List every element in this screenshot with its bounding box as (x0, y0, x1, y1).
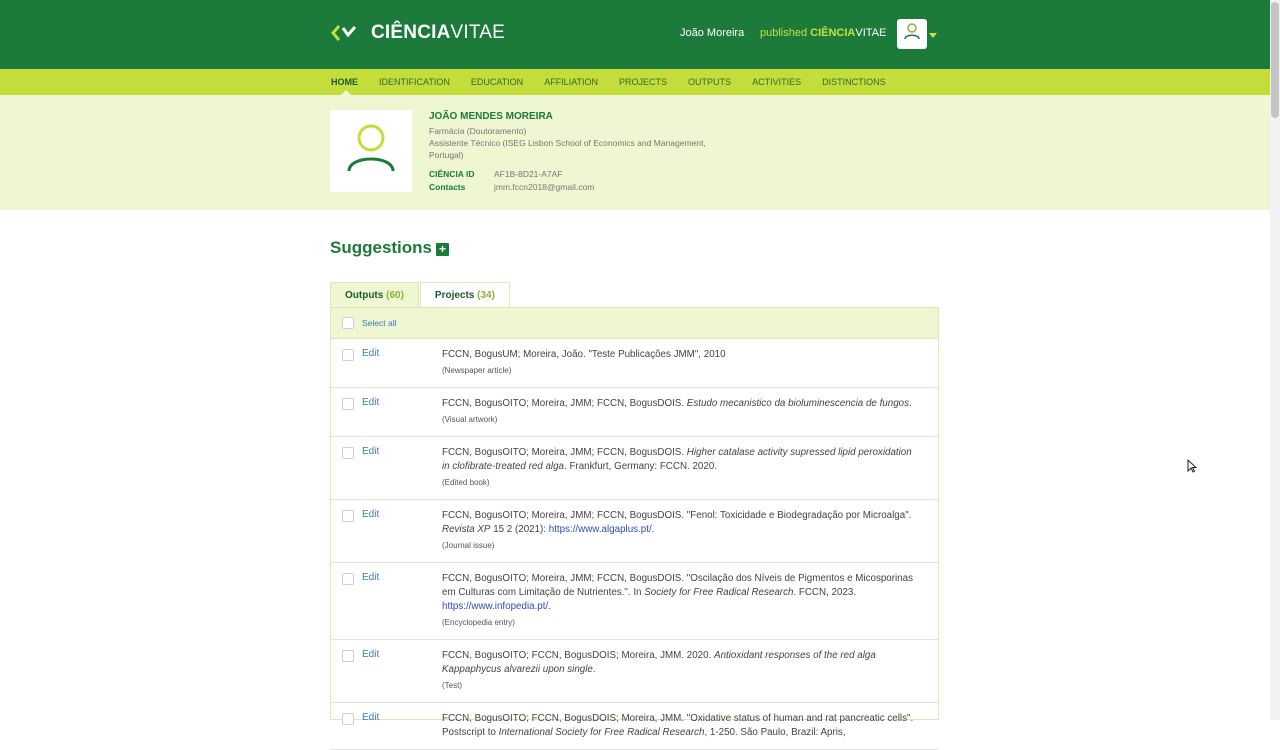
citation-text: FCCN, BogusUM; Moreira, João. "Teste Publicações JMM", 2010 (442, 349, 726, 360)
list-item (331, 339, 938, 388)
edit-link[interactable]: Edit (362, 446, 380, 457)
citation-text: FCCN, BogusOITO; Moreira, JMM; FCCN, BogusDOIS. "Oscilação dos Níveis de Pigmentos e Micosporinas em Culturas com Limitação de Nutrientes.". In Society for Free Radical Research. FCCN, 2023. https://www.infopedia.pt/. (442, 573, 913, 612)
profile-name: JOÃO MENDES MOREIRA (429, 111, 553, 122)
nav-projects[interactable]: PROJECTS (619, 77, 668, 87)
suggestions-list (330, 307, 939, 738)
account-menu-button[interactable] (897, 19, 927, 49)
ciencia-id-label: CIÊNCIA ID (429, 169, 475, 179)
chevron-down-icon[interactable] (929, 33, 937, 38)
user-icon (902, 22, 922, 47)
tab-projects[interactable]: Projects (34) (420, 282, 510, 308)
select-all-checkbox[interactable] (342, 317, 354, 329)
nav-identification[interactable]: IDENTIFICATION (379, 77, 450, 87)
select-all-link[interactable]: Select all (362, 318, 397, 328)
list-item (331, 640, 938, 703)
output-type: (Newspaper article) (442, 366, 512, 375)
list-item (331, 437, 938, 500)
citation-text: FCCN, BogusOITO; Moreira, JMM; FCCN, BogusDOIS. Estudo mecanistico da bioluminescencia de fungos. (442, 398, 912, 409)
profile-degree: Farmácia (Doutoramento) (429, 126, 527, 136)
output-type: (Visual artwork) (442, 415, 498, 424)
edit-link[interactable]: Edit (362, 649, 380, 660)
select-all-row (331, 308, 938, 339)
nav-outputs[interactable]: OUTPUTS (688, 77, 732, 87)
nav-education[interactable]: EDUCATION (470, 77, 524, 87)
nav-home[interactable]: HOME (331, 69, 358, 95)
contacts-value: jmm.fccn2018@gmail.com (494, 182, 595, 192)
row-checkbox[interactable] (342, 349, 354, 361)
citation-text: FCCN, BogusOITO; FCCN, BogusDOIS; Moreira, JMM. "Oxidative status of human and rat pancreatic cells". Postscript to International Society for Free Radical Research, 1-250. São Paulo, Brazil: Apris, (442, 713, 914, 738)
mouse-cursor-icon (1187, 459, 1197, 478)
user-icon (343, 121, 399, 182)
row-checkbox[interactable] (342, 447, 354, 459)
edit-link[interactable]: Edit (362, 509, 380, 520)
edit-link[interactable]: Edit (362, 572, 380, 583)
tab-outputs[interactable]: Outputs (60) (330, 282, 419, 308)
row-checkbox[interactable] (342, 650, 354, 662)
list-item (331, 388, 938, 437)
citation-text: FCCN, BogusOITO; Moreira, JMM; FCCN, BogusDOIS. Higher catalase activity supressed lipid peroxidation in clofibrate-treated red alga. Frankfurt, Germany: FCCN. 2020. (442, 447, 912, 472)
row-checkbox[interactable] (342, 573, 354, 585)
citation-text: FCCN, BogusOITO; Moreira, JMM; FCCN, BogusDOIS. "Fenol: Toxicidade e Biodegradação por Microalga". Revista XP 15 2 (2021): https://www.algaplus.pt/. (442, 510, 912, 535)
output-type: (Test) (442, 681, 462, 690)
logo-text: CIÊNCIAVITAE (371, 22, 506, 43)
top-header (0, 0, 1270, 69)
profile-avatar (330, 110, 412, 192)
citation-url-link[interactable]: https://www.algaplus.pt/ (548, 524, 652, 535)
citation-url-link[interactable]: https://www.infopedia.pt/ (442, 601, 549, 612)
edit-link[interactable]: Edit (362, 712, 380, 723)
main-nav (0, 69, 1270, 95)
edit-link[interactable]: Edit (362, 348, 380, 359)
page-scrollbar[interactable] (1270, 0, 1280, 720)
output-type: (Encyclopedia entry) (442, 618, 515, 627)
citation-text: FCCN, BogusOITO; FCCN, BogusDOIS; Moreira, JMM. 2020. Antioxidant responses of the red alga Kappaphycus alvarezii upon single. (442, 650, 876, 675)
profile-position: Assistente Técnico (ISEG Lisbon School of Economics and Management, Portugal) (429, 138, 706, 160)
suggestion-tabs (330, 282, 510, 308)
list-item (331, 563, 938, 640)
logo-chevrons-icon (331, 24, 365, 42)
row-checkbox[interactable] (342, 398, 354, 410)
ciencia-vitae-logo[interactable] (331, 22, 505, 44)
nav-affiliation[interactable]: AFFILIATION (544, 77, 599, 87)
expand-plus-icon[interactable]: + (436, 243, 449, 256)
output-type: (Journal issue) (442, 541, 495, 550)
nav-activities[interactable]: ACTIVITIES (752, 77, 802, 87)
contacts-label: Contacts (429, 182, 466, 192)
row-checkbox[interactable] (342, 510, 354, 522)
ciencia-id-value: AF1B-8D21-A7AF (494, 169, 563, 179)
nav-distinctions[interactable]: DISTINCTIONS (822, 77, 886, 87)
user-name-link[interactable]: João Moreira (680, 27, 745, 39)
edit-link[interactable]: Edit (362, 397, 380, 408)
list-item (331, 703, 938, 750)
page-title: Suggestions + (330, 238, 449, 258)
list-item (331, 500, 938, 563)
profile-summary (0, 95, 1270, 210)
published-ciencia-vitae-link[interactable]: published CIÊNCIAVITAE (760, 27, 887, 39)
scrollbar-thumb[interactable] (1271, 2, 1279, 118)
output-type: (Edited book) (442, 478, 490, 487)
row-checkbox[interactable] (342, 713, 354, 725)
